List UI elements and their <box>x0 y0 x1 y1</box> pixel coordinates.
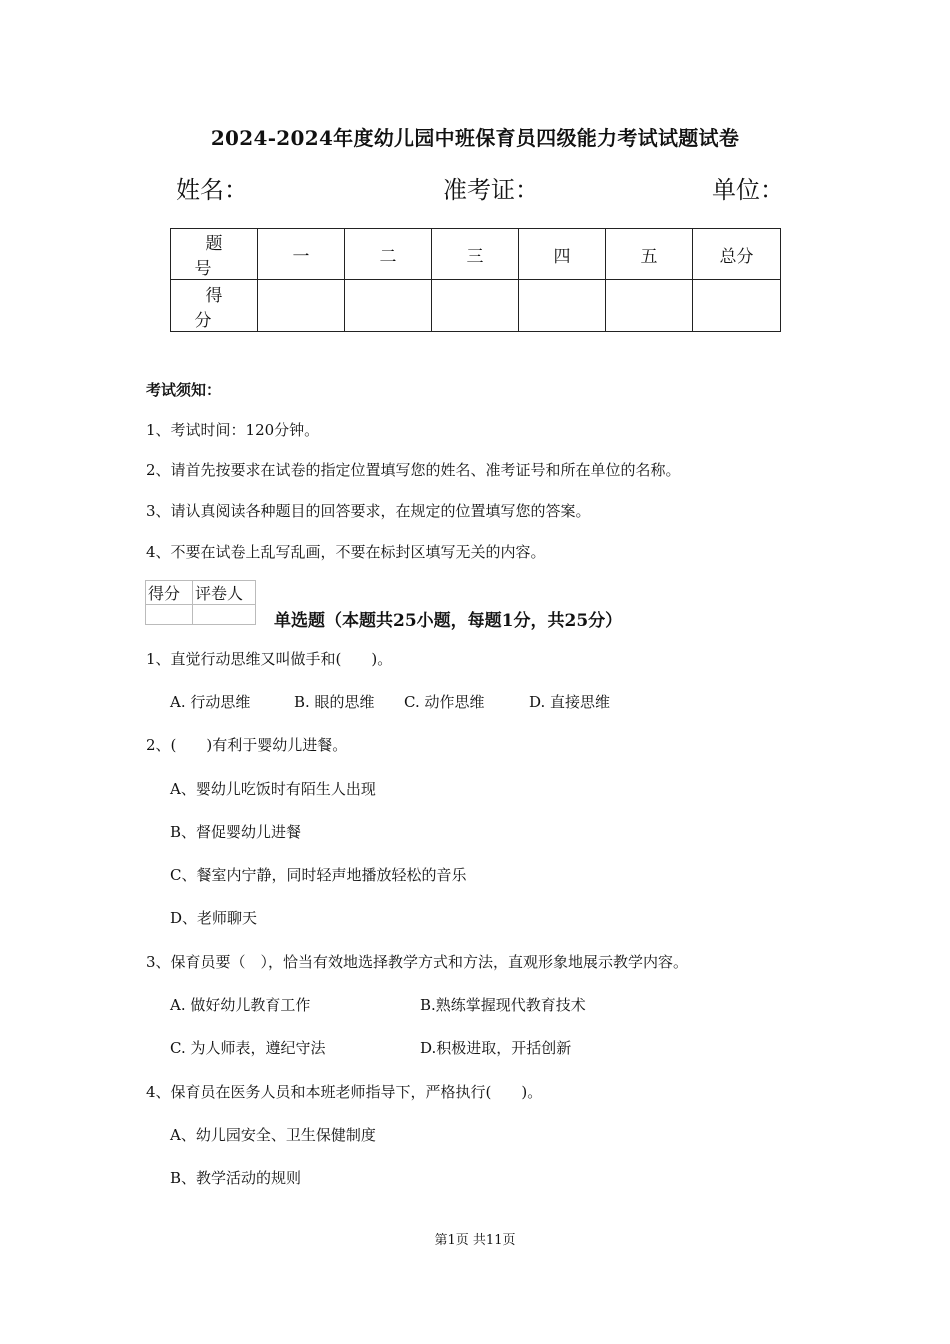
question-option: A、幼儿园安全、卫生保健制度 <box>170 1126 376 1144</box>
question-option: A、婴幼儿吃饭时有陌生人出现 <box>170 780 376 798</box>
score-table <box>170 228 781 332</box>
section-1-header: 一 <box>258 229 345 280</box>
question-option: D、老师聊天 <box>170 909 258 927</box>
question-option: D.积极进取，开括创新 <box>420 1039 572 1057</box>
question-option: B.熟练掌握现代教育技术 <box>420 996 586 1014</box>
grader-score-cell[interactable] <box>146 605 193 625</box>
question-option: B、教学活动的规则 <box>170 1169 302 1187</box>
total-header: 总分 <box>693 229 781 280</box>
name-label: 姓名： <box>176 176 248 204</box>
score-row-label: 得分 <box>171 280 258 332</box>
question-option: C. 为人师表，遵纪守法 <box>170 1039 326 1057</box>
question-stem: 2、( )有利于婴幼儿进餐。 <box>146 736 348 754</box>
score-table-header-row <box>171 229 781 280</box>
score-cell[interactable] <box>258 280 345 332</box>
notice-title: 考试须知： <box>146 381 222 399</box>
notice-item: 3、请认真阅读各种题目的回答要求，在规定的位置填写您的答案。 <box>146 502 591 520</box>
grader-score-label: 得分 <box>146 581 193 605</box>
score-cell[interactable] <box>519 280 606 332</box>
question-stem: 4、保育员在医务人员和本班老师指导下，严格执行( )。 <box>146 1083 543 1101</box>
section-4-header: 四 <box>519 229 606 280</box>
question-option: D. 直接思维 <box>529 693 611 711</box>
question-option: B、督促婴幼儿进餐 <box>170 823 302 841</box>
score-cell[interactable] <box>432 280 519 332</box>
question-number-header: 题号 <box>171 229 258 280</box>
section-5-header: 五 <box>606 229 693 280</box>
exam-number-label: 准考证： <box>443 176 539 204</box>
score-cell[interactable] <box>345 280 432 332</box>
question-option: C. 动作思维 <box>404 693 485 711</box>
question-option: B. 眼的思维 <box>294 693 375 711</box>
question-option: C、餐室内宁静，同时轻声地播放轻松的音乐 <box>170 866 467 884</box>
grader-reviewer-label: 评卷人 <box>193 581 256 605</box>
page-footer: 第1页 共11页 <box>434 1233 516 1248</box>
score-table-score-row <box>171 280 781 332</box>
question-stem: 1、直觉行动思维又叫做手和( )。 <box>146 650 393 668</box>
unit-label: 单位： <box>712 176 784 204</box>
section-3-header: 三 <box>432 229 519 280</box>
question-option: A. 做好幼儿教育工作 <box>170 996 311 1014</box>
grader-reviewer-cell[interactable] <box>193 605 256 625</box>
notice-item: 4、不要在试卷上乱写乱画，不要在标封区填写无关的内容。 <box>146 543 546 561</box>
score-cell[interactable] <box>693 280 781 332</box>
notice-item: 2、请首先按要求在试卷的指定位置填写您的姓名、准考证号和所在单位的名称。 <box>146 461 681 479</box>
section-2-header: 二 <box>345 229 432 280</box>
notice-item: 1、考试时间：120分钟。 <box>146 421 320 439</box>
grader-box <box>145 580 256 625</box>
page-title: 2024-2024年度幼儿园中班保育员四级能力考试试题试卷 <box>210 126 740 150</box>
question-stem: 3、保育员要（ ），恰当有效地选择教学方式和方法，直观形象地展示教学内容。 <box>146 953 689 971</box>
score-cell[interactable] <box>606 280 693 332</box>
section-title: 单选题（本题共25小题，每题1分，共25分） <box>274 611 623 631</box>
question-option: A. 行动思维 <box>170 693 251 711</box>
